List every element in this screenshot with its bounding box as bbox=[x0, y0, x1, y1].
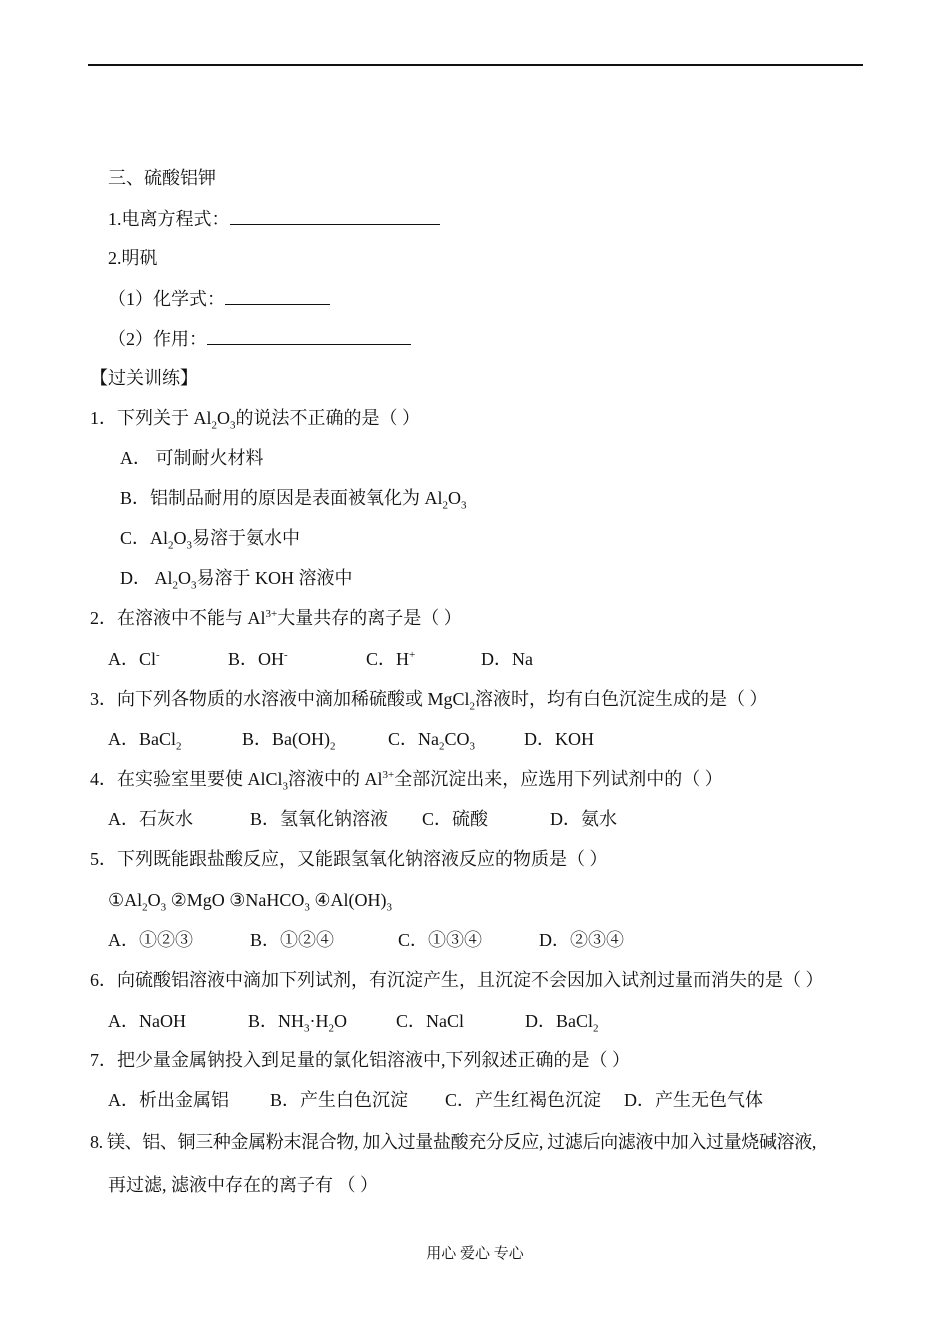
section-title: 三、硫酸铝钾 bbox=[108, 168, 216, 188]
q1-option-d[interactable]: D． $Al_2O_3$易溶于 KOH 溶液中 bbox=[120, 568, 353, 592]
q5-option-d[interactable]: D．②③④ bbox=[539, 930, 624, 950]
answer-blank[interactable] bbox=[225, 286, 330, 305]
q3-option-c[interactable]: C．$Na_2CO_3$ bbox=[388, 729, 476, 753]
q1-option-b[interactable]: B．铝制品耐用的原因是表面被氧化为 $Al_2O_3$ bbox=[120, 488, 467, 512]
q7-option-d[interactable]: D．产生无色气体 bbox=[624, 1090, 763, 1110]
header-rule bbox=[88, 64, 863, 66]
q1-option-a[interactable]: A． 可制耐火材料 bbox=[120, 448, 264, 468]
q4-option-c[interactable]: C．硫酸 bbox=[422, 809, 489, 829]
q3-option-b[interactable]: B．$Ba(OH)_2$ bbox=[242, 729, 336, 753]
question-5: 5．下列既能跟盐酸反应，又能跟氢氧化钠溶液反应的物质是（ ） bbox=[90, 849, 608, 869]
q4-option-b[interactable]: B．氢氧化钠溶液 bbox=[250, 809, 389, 829]
question-8-continued: 再过滤, 滤液中存在的离子有 （ ） bbox=[108, 1175, 378, 1195]
q6-option-a[interactable]: A．NaOH bbox=[108, 1011, 186, 1031]
question-4: 4．在实验室里要使 AlCl$_3$溶液中的 $Al^{3+}$全部沉淀出来，应选用下列试剂中的（ ） bbox=[90, 769, 723, 793]
question-3: 3．向下列各物质的水溶液中滴加稀硫酸或 MgCl$_2$溶液时，均有白色沉淀生成的是（ ） bbox=[90, 689, 768, 713]
question-1: 1．下列关于 $Al_2O_3$的说法不正确的是（ ） bbox=[90, 408, 420, 432]
question-6: 6．向硫酸铝溶液中滴加下列试剂，有沉淀产生，且沉淀不会因加入试剂过量而消失的是（ ） bbox=[90, 970, 824, 990]
q6-option-c[interactable]: C．NaCl bbox=[396, 1011, 465, 1031]
q5-option-c[interactable]: C．①③④ bbox=[398, 930, 483, 950]
q2-option-c[interactable]: C．H+ bbox=[366, 649, 416, 669]
alum-heading: 2.明矾 bbox=[108, 248, 158, 268]
q4-option-d[interactable]: D．氨水 bbox=[550, 809, 617, 829]
ionization-equation-line: 1.电离方程式： bbox=[108, 206, 440, 230]
q7-option-a[interactable]: A．析出金属铝 bbox=[108, 1090, 229, 1110]
q5-option-b[interactable]: B．①②④ bbox=[250, 930, 335, 950]
answer-blank[interactable] bbox=[207, 326, 411, 345]
q4-option-a[interactable]: A．石灰水 bbox=[108, 809, 193, 829]
q3-option-d[interactable]: D．KOH bbox=[524, 729, 594, 749]
q5-option-a[interactable]: A．①②③ bbox=[108, 930, 193, 950]
question-8: 8. 镁、铝、铜三种金属粉末混合物, 加入过量盐酸充分反应, 过滤后向滤液中加入过量烧碱溶液, bbox=[90, 1132, 817, 1152]
chemical-formula-line: （1）化学式： bbox=[108, 286, 330, 310]
q7-option-c[interactable]: C．产生红褐色沉淀 bbox=[445, 1090, 602, 1110]
q2-option-d[interactable]: D．Na bbox=[481, 649, 533, 669]
page-footer: 用心 爱心 专心 bbox=[426, 1246, 524, 1262]
q3-option-a[interactable]: A．BaCl$_2$ bbox=[108, 729, 182, 753]
practice-header: 【过关训练】 bbox=[90, 368, 198, 388]
q1-option-c[interactable]: C．$Al_2O_3$易溶于氨水中 bbox=[120, 528, 301, 552]
usage-line: （2）作用： bbox=[108, 326, 411, 350]
q2-option-b[interactable]: B．OH- bbox=[228, 649, 288, 669]
q6-option-d[interactable]: D．BaCl$_2$ bbox=[525, 1011, 599, 1035]
answer-blank[interactable] bbox=[230, 206, 440, 225]
q5-substance-list: $①Al_2O_3$ ②MgO ③NaHCO$_3$ $④Al(OH)_3$ bbox=[108, 890, 393, 914]
question-2: 2．在溶液中不能与 $Al^{3+}$大量共存的离子是（ ） bbox=[90, 608, 462, 628]
question-7: 7．把少量金属钠投入到足量的氯化铝溶液中,下列叙述正确的是（ ） bbox=[90, 1050, 630, 1070]
q7-option-b[interactable]: B．产生白色沉淀 bbox=[270, 1090, 409, 1110]
q2-option-a[interactable]: A．Cl- bbox=[108, 649, 160, 669]
q6-option-b[interactable]: B．$NH_3\cdot H_2O$ bbox=[248, 1011, 348, 1035]
